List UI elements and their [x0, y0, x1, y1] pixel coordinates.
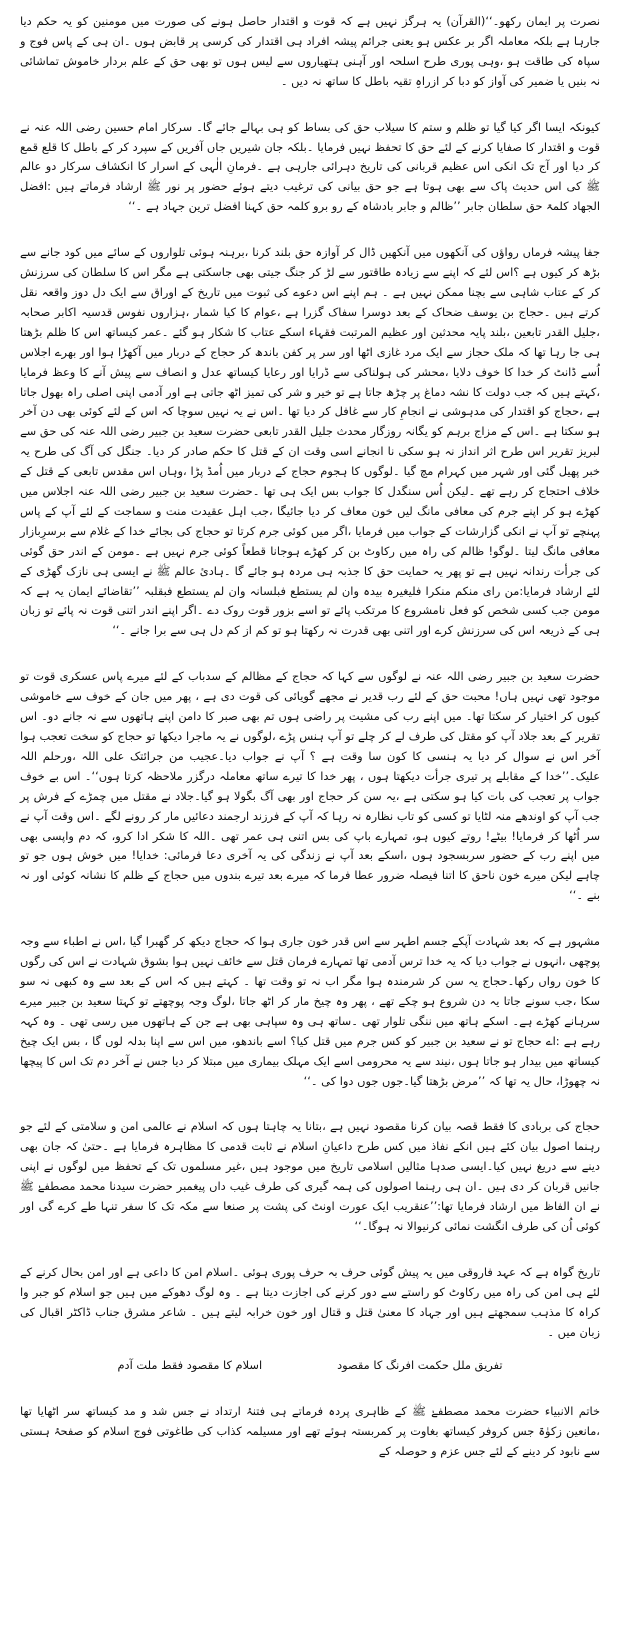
paragraph-2: کیونکہ ایسا اگر کیا گیا تو ظلم و ستم کا سیلاب حق کی بساط کو ہی بہالے جائے گا۔ سرکار امام حسین رضی اللہ عنہ نے قوت و اقتدار کا صفایا کرنے کے لئے حق کا تحفظ نہیں فرمایا ۔بلکہ جان شیریں جاں آفریں کے سپرد کر کے باطل کا قلع قمع کر دیا اور آج تک انکی اس عظیم قربانی کی تاریخ دہرائی جارہی ہے ۔فرمانِ الٰہی کے اسرار کا انکشاف سرکار دو عالم ﷺ کی اس حدیث پاک سے بھی ہوتا ہے جو حق بیانی کی ترغیب دیتے ہوئے حضور پر نور ﷺ ارشاد فرماتے ہیں :افضل الجھاد کلمۃ حق سلطان جابر ’’ظالم و جابر بادشاہ کے رو برو کلمہ حق کہنا افضل ترین جہاد ہے ۔‘‘	[20, 119, 600, 214]
paragraph-1: نصرت پر ایمان رکھو۔‘‘(القرآن) یہ ہرگز نہیں ہے کہ قوت و اقتدار حاصل ہونے کی صورت میں مومنین کو یہ حکم دیا جارہا ہے بلکہ معاملہ اگر بر عکس ہو یعنی جرائم پیشہ افراد ہی اقتدار کی کرسی پر قابض ہوں ۔ان ہی کے پاس فوج و سپاہ کی طاقت ہو ،وہی پوری طرح اسلحہ اور آہنی ہتھیاروں سے لیس ہوں تو بھی حق کے علم بردار خاموش تماشائی نہ بنیں یا ضمیر کی آواز کو دبا کر ازراہِ تقیہ باطل کا ساتھ نہ دیں ۔	[20, 14, 600, 88]
article-page	[10, 0, 610, 1462]
couplet-first-line: تفریق ملل حکمت افرنگ کا مقصود	[337, 1358, 503, 1373]
paragraph-3: جفا پیشہ فرماں رواؤں کی آنکھوں میں آنکھیں ڈال کر آوازہ حق بلند کرنا ،برہنہ ہوئی تلواروں کے سائے میں کود جانے سے بڑھ کر کیوں ہے ؟اس لئے کہ اپنے سے زیادہ طاقتور سے لڑ کر جنگ جیتی بھی جاسکتی ہے مگر اس کا سلطان کی سرزنش کر کے عتاب شاہی سے بچنا ممکن نہیں ہے ۔ ہم اپنے اس دعوے کی ثبوت میں تاریخ کے اوراق سے ایک دل دوز واقعہ نقل کرتے ہیں ۔حجاج بن یوسف ضحاک کے بعد دوسرا سفاک گزرا ہے ،عوام کا کیا شمار ،ہزاروں نفوس قدسیہ اکابر صحابہ ،جلیل القدر تابعین ،بلند پایہ محدثین اور عظیم المرتبت فقہاء اسکے عتاب کا شکار ہو گئے ۔عمر کیساتھ اس کا ظلم بڑھتا ہی جا رہا تھا کہ ملک حجاز سے ایک مرد غازی اٹھا اور سر پر کفن باندھ کر حجاج کے دربار میں آکھڑا ہوا اور بھرے اجلاس اُسے ڈانٹ کر خدا کا خوف دلایا ،محشر کی ہولناکی سے ڈرایا اور رعایا کیساتھ عدل و انصاف سے پیش آنے کا وعظ فرمایا ،کہتے ہیں کہ جب دولت کا نشہ دماغ پر چڑھ جاتا ہے تو خیر و شر کی تمیز اٹھ جاتی ہے اور آدمی اپنی اصلی راہ بھول جاتا ہے ،حجاج کو اقتدار کی مدہوشی نے انجامِ کار سے غافل کر دیا تھا ۔اس نے یہ نہیں سوچا کہ اس کے لئے کوئی بھی دن آخر ہو سکتا ہے ۔اس کے مزاج برہم کو یگانہ روزگار محدث جلیل القدر تابعی حضرت سعید بن جبیر رضی اللہ عنہ کی حق سے لبریز تقریر اس طرح اثر انداز نہ ہو سکی نا انجانے اسی وقت ان کے قتل کا حکم صادر کر دیا۔ جنگل کی آگ کی طرح یہ خبر پھیل گئی اور شہر میں کہرام مچ گیا ۔لوگوں کا ہجوم حجاج کے دربار میں اُمڈ پڑا ،وہاں اس مقدس تابعی کے قتل کے خلاف احتجاج کر رہے تھے ۔لیکن اُس سنگدل کا جواب بس ایک ہی تھا ۔حضرت سعید بن جبیر رضی اللہ عنہ اجلاس میں کھڑے ہو کر اپنے جرم کی معافی مانگ لیں خون معاف کر دیا جائیگا ،جب اہل عقیدت منت و سماجت کے لئے آپ کے پاس پہنچے تو آپ نے انکی گزارشات کے جواب میں فرمایا ،اگر میں کوئی جرم کرتا تو حجاج کی بجائے خدا کے غلام سے برسرِبازار معافی مانگ لیتا ۔لوگو! ظالم کی راہ میں رکاوٹ بن کر کھڑے ہوجانا قطعاً کوئی جرم نہیں ہے ۔مومن کے اندر حق گوئی کی جرأت رندانہ نہیں ہے تو پھر یہ حمایت حق کا جذبہ ہی مردہ ہو جائے گا ۔ہادئ عالم ﷺ نے ایسی ہی نازک گھڑی کے لئے ارشاد فرمایا:من رای منکم منکرا فلیغیرہ بیدہ وان لم یستطع فبلسانہ وان لم یستطع فبقلبہ ’’تقاضائے ایمان یہ ہے کہ مومن جب کسی شخص کو فعل نامشروع کا مرتکب پائے تو اسے بزور قوت روک دے ۔اگر اپنے اندر اتنی قوت نہ پائے تو زبان ہی کے ذریعہ اس کی سرزنش کرے اور اتنی بھی قدرت نہ رکھتا ہو تو کم از کم دل ہی سے برا جانے ۔‘‘	[20, 245, 600, 638]
paragraph-8: خاتم الانبیاء حضرت محمد مصطفےٰ ﷺ کے ظاہری پردہ فرماتے ہی فتنۂ ارتداد نے جس شد و مد کیساتھ سر اٹھایا تھا ،مانعین زکوٰۃ جس کروفر کیساتھ بغاوت پر کمربستہ ہوئے تھے اور مسیلمہ کذاب کی طاغوتی فوج اسلام کو صفحۂ ہستی سے نابود کر دینے کے لئے جس عزم و حوصلہ کے	[20, 1404, 600, 1459]
couplet-second-line: اسلام کا مقصود فقط ملت آدم	[117, 1358, 263, 1373]
paragraph-6: حجاج کی بربادی کا فقط قصہ بیان کرنا مقصود نہیں ہے ،بتانا یہ چاہتا ہوں کہ اسلام نے عالمی امن و سلامتی کے لئے جو رہنما اصول بیان کئے ہیں انکے نفاذ میں کس طرح داعیانِ اسلام نے ثابت قدمی کا مظاہرہ فرمایا ہے ۔حتیٰ کہ جان بھی دینے سے دریغ نہیں کیا۔ایسی صدہا مثالیں اسلامی تاریخ میں موجود ہیں ،غیر مسلموں تک کے تحفظ میں لوگوں نے اپنی جانیں قربان کر دی ہیں ۔ان ہی رہنما اصولوں کی ہمہ گیری کی طرف غیب داں پیغمبر حضرت سیدنا محمد مصطفےٰ ﷺ نے ان الفاظ میں ارشاد فرمایا تھا:’’عنقریب ایک عورت اونٹ کی پشت پر صنعا سے مکہ تک کا سفر تنہا طے کرے گی اور کوئی اُن کی طرف انگشت نمائی کرنیوالا نہ ہوگا۔‘‘	[20, 1119, 600, 1233]
paragraph-4: حضرت سعید بن جبیر رضی اللہ عنہ نے لوگوں سے کہا کہ حجاج کے مظالم کے سدباب کے لئے میرے پاس عسکری قوت تو موجود تھی نہیں ہاں! محبت حق کے لئے رب قدیر نے مجھے گویائی کی قوت دی ہے ، پھر میں جان کے خوف سے خاموشی کیوں کر اختیار کر سکتا تھا۔ میں اپنے رب کی مشیت پر راضی ہوں تم بھی صبر کا دامن اپنے ہاتھوں سے نہ جانے دو۔ اس تقریر کے بعد جلاد آپ کو مقتل کی طرف لے کر چلے تو آپ ہنس پڑے ،لوگوں نے یہ ماجرا دیکھا تو حجاج کو سخت تعجب ہوا آخر اس نے سوال کر دیا یہ ہنسی کا کون سا وقت ہے ؟ آپ نے جواب دیا۔عجیب من جرائتک علی اللہ ،ورحلم اللہ علیک۔’’خدا کے مقابلے پر تیری جرأت دیکھتا ہوں ، پھر خدا کا تیرے ساتھ معاملہ درگزر ملاحظہ کرتا ہوں‘‘۔ اس بے خوف جواب پر تعجب کی بات کیا ہو سکتی ہے ،یہ سن کر حجاج اور بھی آگ بگولا ہو گیا۔جلاد نے مقتل میں چمڑے کے فرش پر جب آپ کو اوندھے منہ لٹایا تو کسی کو تاب نظارہ نہ رہا کہ آپ کے فرزند ارجمند دعائیں مار کر رونے لگے ۔اس وقت آپ نے سر اُٹھا کر فرمایا! بیٹے! روتے کیوں ہو، تمہارے باپ کی بس اتنی ہی عمر تھی ۔اللہ کا شکر ادا کرو، کہ دم واپسی بھی میں اپنے رب کے حضور سربسجود ہوں ،اسکے بعد آپ نے زندگی کی یہ آخری دعا فرمائی: خدایا! میں خوش ہوں جو تو چاہے لیکن میرے خون ناحق کا اتنا فیصلہ ضرور عطا فرما کہ میرے بعد تیرے بندوں میں حجاج کے ظلم کا نشانہ کوئی اور نہ بنے ۔‘‘	[20, 669, 600, 903]
paragraph-7: تاریخ گواہ ہے کہ عہد فاروقی میں یہ پیش گوئی حرف بہ حرف پوری ہوئی ۔اسلام امن کا داعی ہے اور امن بحال کرنے کے لئے ہی امن کی راہ میں رکاوٹ کو راستے سے دور کرنے کی اجازت دیتا ہے ۔ وہ لوگ دھوکے میں ہیں جو اسلام کو جبر وا کراہ کا مذہب سمجھتے ہیں اور جہاد کا معنیٰ قتل و قتال اور خون خرابہ لیتے ہیں ۔ شاعر مشرق جناب ڈاکٹر اقبال کی زبان میں ۔	[20, 1264, 600, 1339]
paragraph-5: مشہور ہے کہ بعد شہادت آپکے جسم اطہر سے اس قدر خون جاری ہوا کہ حجاج دیکھ کر گھبرا گیا ،اس نے اطباء سے وجہ پوچھی ،انہوں نے جواب دیا کہ یہ خدا ترس آدمی تھا تمہارے فرمان قتل سے خائف نہیں ہوا بشوق شہادت نے اس کی رگوں کا خون رواں رکھا۔حجاج یہ سن کر شرمندہ ہوا مگر اب نہ تو وقت تھا ۔ کہتے ہیں کہ اس کے بعد سے وہ کبھی نہ سو سکا ،جب سونے جاتا یہ دن شروع ہو چکے تھے ، پھر وہ چیخ مار کر اٹھ جاتا ،لوگ وجہ پوچھتے تو کہتا سعید بن جبیر میرے سرہانے کھڑے ہے۔ اسکے ہاتھ میں ننگی تلوار تھی ۔ساتھ ہی وہ سپاہی بھی ہے جن کے ہاتھوں میں رسی تھی ۔ وہ کہہ رہے ہے :اے حجاج تو نے سعید بن جبیر کو کس جرم میں قتل کیا؟ اسے باندھو، میں اس سے اپنا بدلہ لوں گا ، بس ایک چیخ کیساتھ میں بیدار ہو جاتا ہوں ،نیند سے یہ محرومی اسے ایک مہلک بیماری میں مبتلا کر دیا جس نے آخر دم تک اس کا پیچھا نہ چھوڑا، حال یہ تھا کہ ’’مرض بڑھتا گیا۔جوں جوں دوا کی ۔‘‘	[20, 934, 600, 1088]
iqbal-couplet	[80, 1356, 540, 1376]
